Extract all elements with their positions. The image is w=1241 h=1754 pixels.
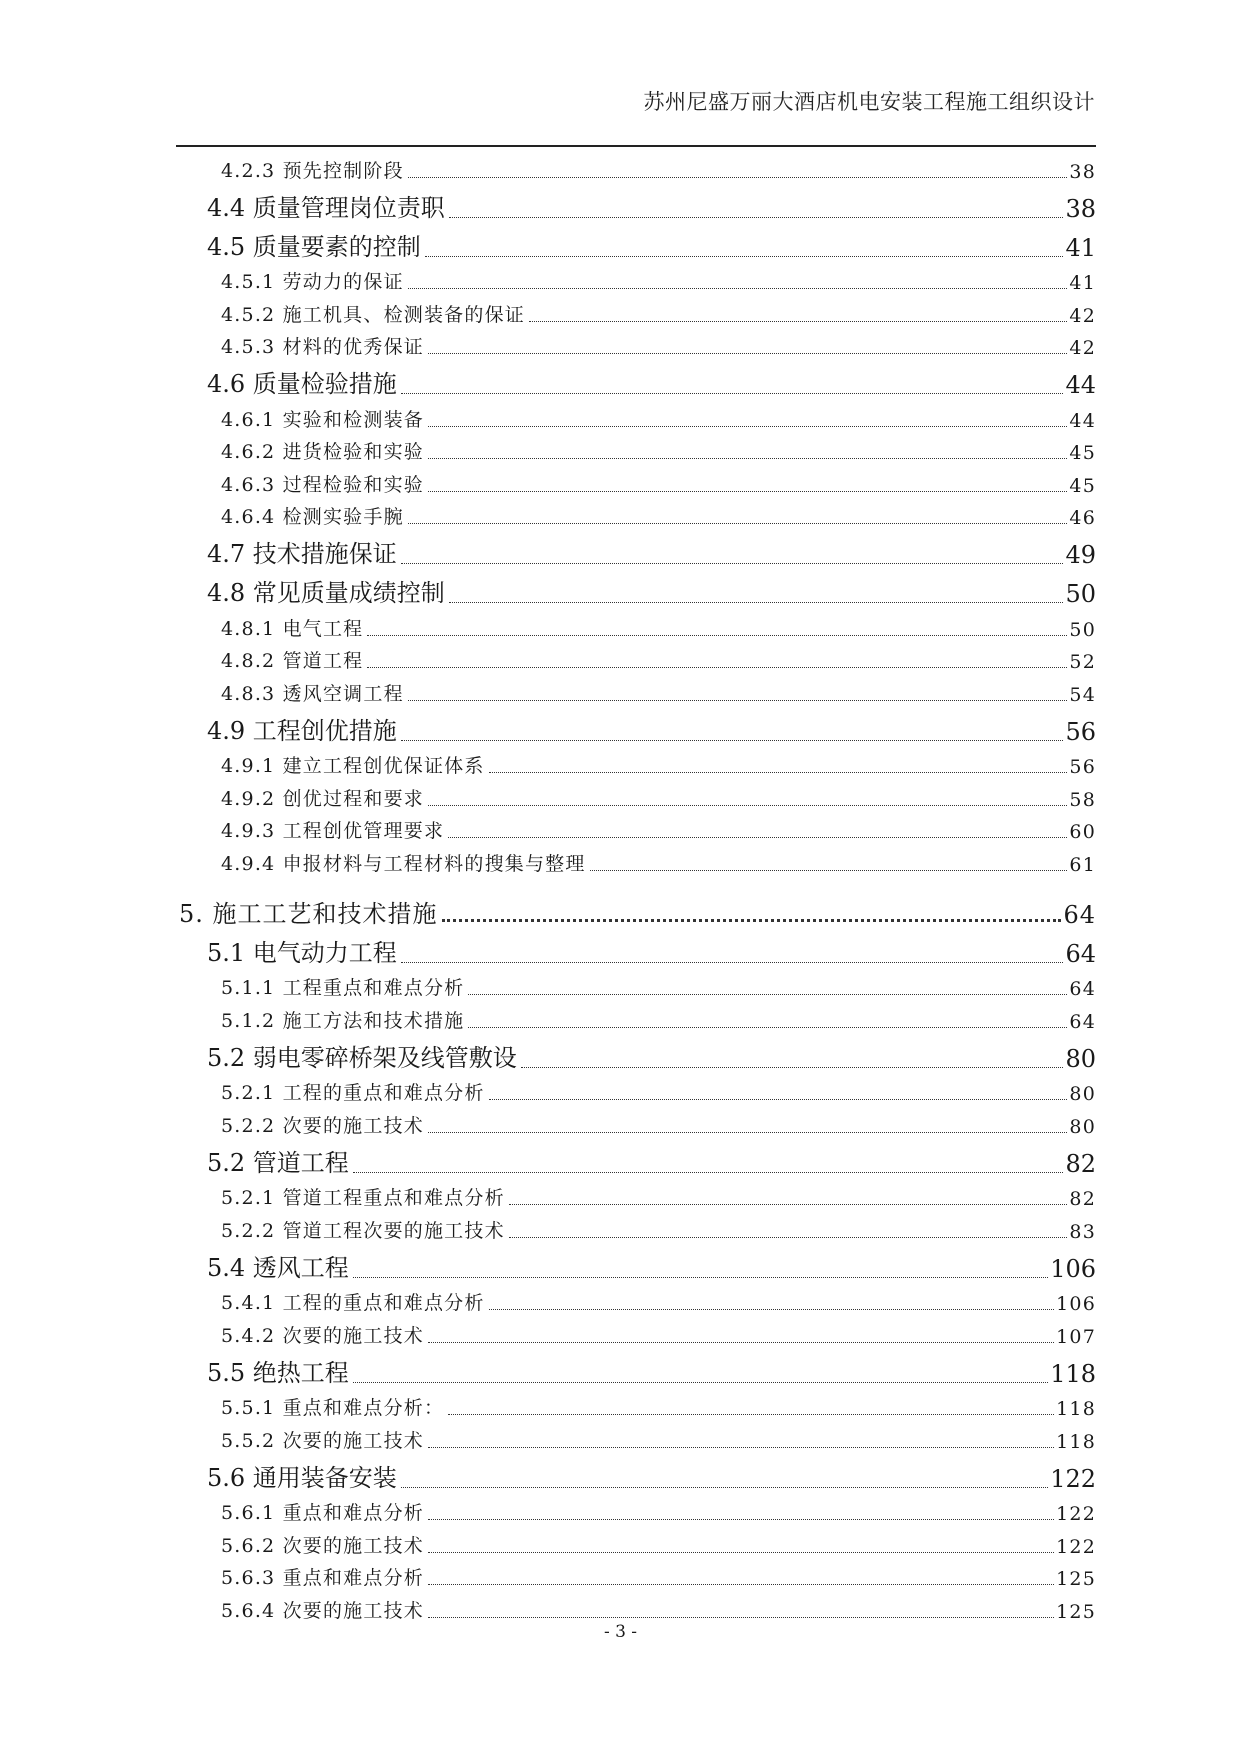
toc-entry-label: 5.6.3 重点和难点分析	[221, 1567, 424, 1589]
toc-entry-page: 122	[1056, 1535, 1096, 1558]
toc-entry-label: 4.4 质量管理岗位责职	[207, 193, 445, 222]
toc-entry[interactable]	[176, 183, 1096, 223]
toc-entry[interactable]	[176, 1525, 1096, 1558]
toc-dot-leader	[367, 667, 1067, 668]
toc-entry-label: 5.4.1 工程的重点和难点分析	[221, 1292, 485, 1314]
toc-entry-page: 60	[1069, 821, 1096, 843]
toc-entry-label: 4.6.1 实验和检测装备	[221, 408, 424, 431]
toc-entry-label: 4.9.2 创优过程和要求	[221, 787, 424, 810]
toc-entry-label: 5.2.2 管道工程次要的施工技术	[221, 1219, 505, 1242]
toc-entry-label: 5.6 通用装备安装	[207, 1463, 397, 1492]
toc-entry-page: 44	[1065, 371, 1096, 399]
toc-entry[interactable]	[176, 811, 1096, 844]
toc-entry[interactable]	[176, 569, 1096, 608]
toc-entry-page: 125	[1056, 1600, 1096, 1623]
toc-entry-page: 38	[1065, 194, 1096, 223]
toc-entry[interactable]	[176, 929, 1096, 968]
toc-entry[interactable]	[176, 641, 1096, 674]
toc-entry[interactable]	[176, 706, 1096, 746]
toc-entry-label: 5.5 绝热工程	[207, 1358, 349, 1387]
toc-dot-leader	[449, 217, 1064, 218]
toc-entry[interactable]	[176, 1420, 1096, 1453]
toc-dot-leader	[448, 837, 1067, 838]
toc-entry[interactable]	[176, 778, 1096, 811]
toc-entry-page: 82	[1069, 1188, 1096, 1210]
toc-dot-leader	[449, 602, 1064, 603]
toc-entry-label: 5.5.2 次要的施工技术	[221, 1429, 424, 1452]
toc-dot-leader	[401, 962, 1064, 963]
toc-entry[interactable]	[176, 1210, 1096, 1243]
toc-dot-leader	[353, 1277, 1048, 1278]
toc-entry-page: 56	[1065, 717, 1096, 746]
toc-dot-leader	[367, 635, 1067, 636]
toc-dot-leader	[428, 1447, 1054, 1448]
toc-dot-leader	[425, 256, 1064, 257]
toc-entry-label: 4.6.4 检测实验手腕	[221, 506, 404, 528]
toc-entry[interactable]	[176, 673, 1096, 706]
toc-entry-label: 4.5.2 施工机具、检测装备的保证	[221, 303, 525, 326]
toc-entry-page: 118	[1050, 1359, 1096, 1388]
toc-entry[interactable]	[176, 1138, 1096, 1178]
toc-entry-label: 5.2.1 工程的重点和难点分析	[221, 1082, 485, 1104]
toc-dot-leader	[401, 563, 1064, 564]
toc-dot-leader	[408, 523, 1068, 524]
toc-entry-label: 5.2 弱电零碎桥架及线管敷设	[207, 1043, 517, 1072]
toc-entry-page: 54	[1069, 683, 1096, 706]
toc-dot-leader	[401, 1487, 1048, 1488]
toc-dot-leader	[428, 1617, 1054, 1618]
toc-dot-leader	[428, 1552, 1054, 1553]
toc-entry-label: 4.8 常见质量成绩控制	[207, 579, 445, 607]
toc-dot-leader	[401, 740, 1064, 741]
toc-dot-leader	[509, 1237, 1068, 1238]
toc-dot-leader	[442, 919, 1062, 922]
toc-entry-label: 4.7 技术措施保证	[207, 540, 397, 568]
toc-entry-label: 5.5.1 重点和难点分析：	[221, 1397, 445, 1419]
toc-entry-page: 38	[1069, 160, 1096, 183]
toc-entry-label: 4.9.4 申报材料与工程材料的搜集与整理	[221, 852, 586, 875]
toc-dot-leader	[468, 1027, 1067, 1028]
toc-entry-page: 42	[1069, 304, 1096, 327]
toc-entry-page: 107	[1056, 1325, 1096, 1348]
toc-entry-label: 4.5.3 材料的优秀保证	[221, 336, 424, 358]
toc-entry[interactable]	[176, 464, 1096, 497]
toc-entry-label: 4.6.3 过程检验和实验	[221, 473, 424, 496]
toc-entry[interactable]	[176, 1590, 1096, 1623]
toc-entry-page: 41	[1065, 233, 1096, 262]
toc-dot-leader	[489, 1309, 1055, 1310]
toc-entry[interactable]	[176, 876, 1096, 929]
toc-entry-label: 5.4 透风工程	[207, 1253, 349, 1282]
toc-entry-page: 118	[1056, 1398, 1096, 1420]
toc-dot-leader	[401, 393, 1064, 394]
toc-entry-label: 5.4.2 次要的施工技术	[221, 1324, 424, 1347]
toc-dot-leader	[590, 870, 1068, 871]
toc-entry[interactable]	[176, 1283, 1096, 1316]
toc-entry-page: 56	[1069, 756, 1096, 778]
toc-dot-leader	[529, 321, 1067, 322]
toc-entry-page: 125	[1056, 1568, 1096, 1590]
toc-entry-page: 50	[1065, 580, 1096, 608]
toc-entry-page: 80	[1069, 1083, 1096, 1105]
toc-dot-leader	[353, 1382, 1048, 1383]
toc-entry-label: 5. 施工工艺和技术措施	[179, 899, 438, 928]
toc-entry-page: 106	[1050, 1254, 1096, 1283]
toc-entry-label: 5.1 电气动力工程	[207, 938, 397, 967]
toc-entry-label: 4.9 工程创优措施	[207, 716, 397, 745]
toc-dot-leader	[408, 288, 1068, 289]
toc-entry-label: 5.1.2 施工方法和技术措施	[221, 1009, 465, 1032]
toc-entry-page: 45	[1069, 442, 1096, 464]
toc-entry[interactable]	[176, 1033, 1096, 1073]
toc-entry[interactable]	[176, 294, 1096, 327]
toc-entry-label: 4.5.1 劳动力的保证	[221, 271, 404, 293]
toc-entry[interactable]	[176, 327, 1096, 360]
toc-entry-page: 42	[1069, 337, 1096, 359]
toc-entry-page: 45	[1069, 474, 1096, 497]
toc-dot-leader	[448, 1414, 1054, 1415]
toc-dot-leader	[428, 1342, 1054, 1343]
toc-entry[interactable]	[176, 1388, 1096, 1421]
toc-dot-leader	[489, 772, 1068, 773]
toc-entry-label: 4.8.1 电气工程	[221, 617, 364, 640]
toc-dot-leader	[509, 1204, 1068, 1205]
toc-entry-page: 122	[1050, 1464, 1096, 1493]
toc-entry[interactable]	[176, 1453, 1096, 1493]
toc-entry-label: 5.2 管道工程	[207, 1148, 349, 1177]
toc-entry-page: 58	[1069, 788, 1096, 811]
toc-entry-page: 50	[1069, 618, 1096, 641]
toc-dot-leader	[428, 426, 1067, 427]
toc-entry-page: 64	[1069, 978, 1096, 1000]
toc-entry-page: 64	[1069, 1010, 1096, 1033]
toc-entry[interactable]	[176, 1243, 1096, 1283]
toc-entry-label: 5.1.1 工程重点和难点分析	[221, 977, 465, 999]
table-of-contents	[176, 150, 1096, 1623]
toc-entry[interactable]	[176, 529, 1096, 569]
toc-entry[interactable]	[176, 150, 1096, 183]
toc-entry[interactable]	[176, 746, 1096, 779]
toc-dot-leader	[408, 177, 1068, 178]
toc-dot-leader	[428, 805, 1067, 806]
toc-entry-page: 46	[1069, 507, 1096, 529]
header-rule	[176, 145, 1096, 147]
toc-entry-page: 41	[1069, 272, 1096, 294]
toc-entry-page: 44	[1069, 409, 1096, 432]
toc-entry-label: 4.6.2 进货检验和实验	[221, 441, 424, 463]
toc-entry-page: 82	[1065, 1149, 1096, 1178]
toc-entry[interactable]	[176, 262, 1096, 295]
toc-entry-page: 122	[1056, 1503, 1096, 1525]
toc-entry-label: 5.6.4 次要的施工技术	[221, 1599, 424, 1622]
toc-dot-leader	[428, 1584, 1054, 1585]
toc-dot-leader	[468, 994, 1067, 995]
toc-entry[interactable]	[176, 432, 1096, 465]
toc-entry[interactable]	[176, 497, 1096, 530]
toc-entry-label: 5.6.2 次要的施工技术	[221, 1534, 424, 1557]
toc-entry[interactable]	[176, 843, 1096, 876]
toc-entry[interactable]	[176, 1000, 1096, 1033]
toc-dot-leader	[428, 458, 1067, 459]
toc-entry[interactable]	[176, 968, 1096, 1001]
toc-entry-page: 118	[1056, 1430, 1096, 1453]
page-number: - 3 -	[603, 1622, 638, 1642]
toc-entry[interactable]	[176, 223, 1096, 262]
toc-dot-leader	[428, 353, 1067, 354]
toc-entry[interactable]	[176, 1178, 1096, 1211]
toc-entry-page: 64	[1065, 939, 1096, 968]
toc-dot-leader	[428, 1132, 1067, 1133]
toc-dot-leader	[353, 1172, 1064, 1173]
toc-entry[interactable]	[176, 1315, 1096, 1348]
toc-dot-leader	[521, 1067, 1064, 1068]
toc-entry[interactable]	[176, 1558, 1096, 1591]
toc-dot-leader	[408, 700, 1068, 701]
toc-entry-label: 5.2.1 管道工程重点和难点分析	[221, 1187, 505, 1209]
toc-entry[interactable]	[176, 1493, 1096, 1526]
toc-entry-page: 49	[1065, 541, 1096, 569]
toc-entry[interactable]	[176, 1348, 1096, 1388]
toc-entry-label: 4.9.1 建立工程创优保证体系	[221, 755, 485, 777]
toc-entry-label: 4.8.3 透风空调工程	[221, 682, 404, 705]
toc-entry[interactable]	[176, 608, 1096, 641]
toc-entry[interactable]	[176, 359, 1096, 399]
toc-dot-leader	[489, 1099, 1068, 1100]
toc-entry[interactable]	[176, 1073, 1096, 1106]
toc-entry-page: 80	[1065, 1044, 1096, 1073]
toc-entry-label: 4.2.3 预先控制阶段	[221, 159, 404, 182]
toc-entry-label: 4.8.2 管道工程	[221, 650, 364, 672]
toc-entry-label: 4.9.3 工程创优管理要求	[221, 820, 445, 842]
toc-entry[interactable]	[176, 399, 1096, 432]
toc-dot-leader	[428, 491, 1067, 492]
toc-entry-page: 83	[1069, 1220, 1096, 1243]
toc-entry-page: 61	[1069, 853, 1096, 876]
toc-entry-label: 4.5 质量要素的控制	[207, 232, 421, 261]
toc-entry[interactable]	[176, 1105, 1096, 1138]
toc-entry-page: 80	[1069, 1115, 1096, 1138]
running-header-title: 苏州尼盛万丽大酒店机电安装工程施工组织设计	[643, 90, 1095, 114]
toc-entry-label: 4.6 质量检验措施	[207, 370, 397, 398]
toc-entry-page: 106	[1056, 1293, 1096, 1315]
toc-dot-leader	[428, 1519, 1054, 1520]
toc-entry-label: 5.2.2 次要的施工技术	[221, 1114, 424, 1137]
toc-entry-page: 64	[1063, 900, 1096, 929]
toc-entry-label: 5.6.1 重点和难点分析	[221, 1502, 424, 1524]
toc-entry-page: 52	[1069, 651, 1096, 673]
